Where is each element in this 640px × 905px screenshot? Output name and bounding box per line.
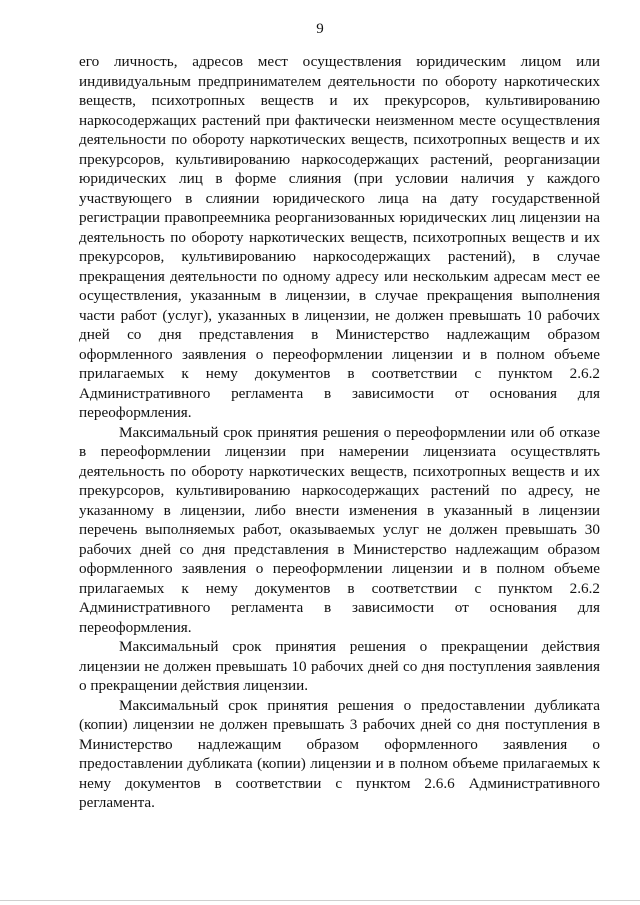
paragraph-duplicate-deadline: Максимальный срок принятия решения о предоставлении дубликата (копии) лицензии не должен превышать 3 рабочих дней со дня поступления в Министерство надлежащим образом оформленного заявления о предоставлении дубликата (копии) лицензии и в полном объеме прилагаемых к нему документов в соответствии с пунктом 2.6.6 Административного регламента. (79, 696, 600, 811)
bottom-edge-line (0, 900, 640, 901)
page-number: 9 (316, 21, 324, 37)
document-body (79, 52, 600, 813)
paragraph-continuation: его личность, адресов мест осуществления юридическим лицом или индивидуальным предпринимателем деятельности по обороту наркотических веществ, психотропных веществ и их прекурсоров, культивированию наркосодержащих растений при фактически неизменном месте осуществления деятельности по обороту наркотических веществ, психотропных веществ и их прекурсоров, культивированию наркосодержащих растений, реорганизации юридических лиц в форме слияния (при условии наличия у каждого участвующего в слиянии юридического лица на дату государственной регистрации правопреемника реорганизованных юридических лиц лицензии на деятельность по обороту наркотических веществ, психотропных веществ и их прекурсоров, культивированию наркосодержащих растений), в случае прекращения деятельности по одному адресу или нескольким адресам мест ее осуществления, указанным в лицензии, в случае прекращения выполнения части работ (услуг), указанных в лицензии, не должен превышать 10 рабочих дней со дня представления в Министерство надлежащим образом оформленного заявления о переоформлении лицензии и в полном объеме прилагаемых к нему документов в соответствии с пунктом 2.6.2 Административного регламента в зависимости от основания для переоформления. (79, 53, 600, 421)
paragraph-termination-deadline: Максимальный срок принятия решения о прекращении действия лицензии не должен превышать 10 рабочих дней со дня поступления заявления о прекращении действия лицензии. (79, 638, 600, 694)
paragraph-reissue-new-address-deadline: Максимальный срок принятия решения о переоформлении или об отказе в переоформлении лицензии при намерении лицензиата осуществлять деятельность по обороту наркотических веществ, психотропных веществ и их прекурсоров, культивированию наркосодержащих растений по адресу, не указанному в лицензии, либо внести изменения в указанный в лицензии перечень выполняемых работ, оказываемых услуг не должен превышать 30 рабочих дней со дня представления в Министерство надлежащим образом оформленного заявления о переоформлении лицензии и в полном объеме прилагаемых к нему документов в соответствии с пунктом 2.6.2 Административного регламента в зависимости от основания для переоформления. (79, 423, 600, 636)
